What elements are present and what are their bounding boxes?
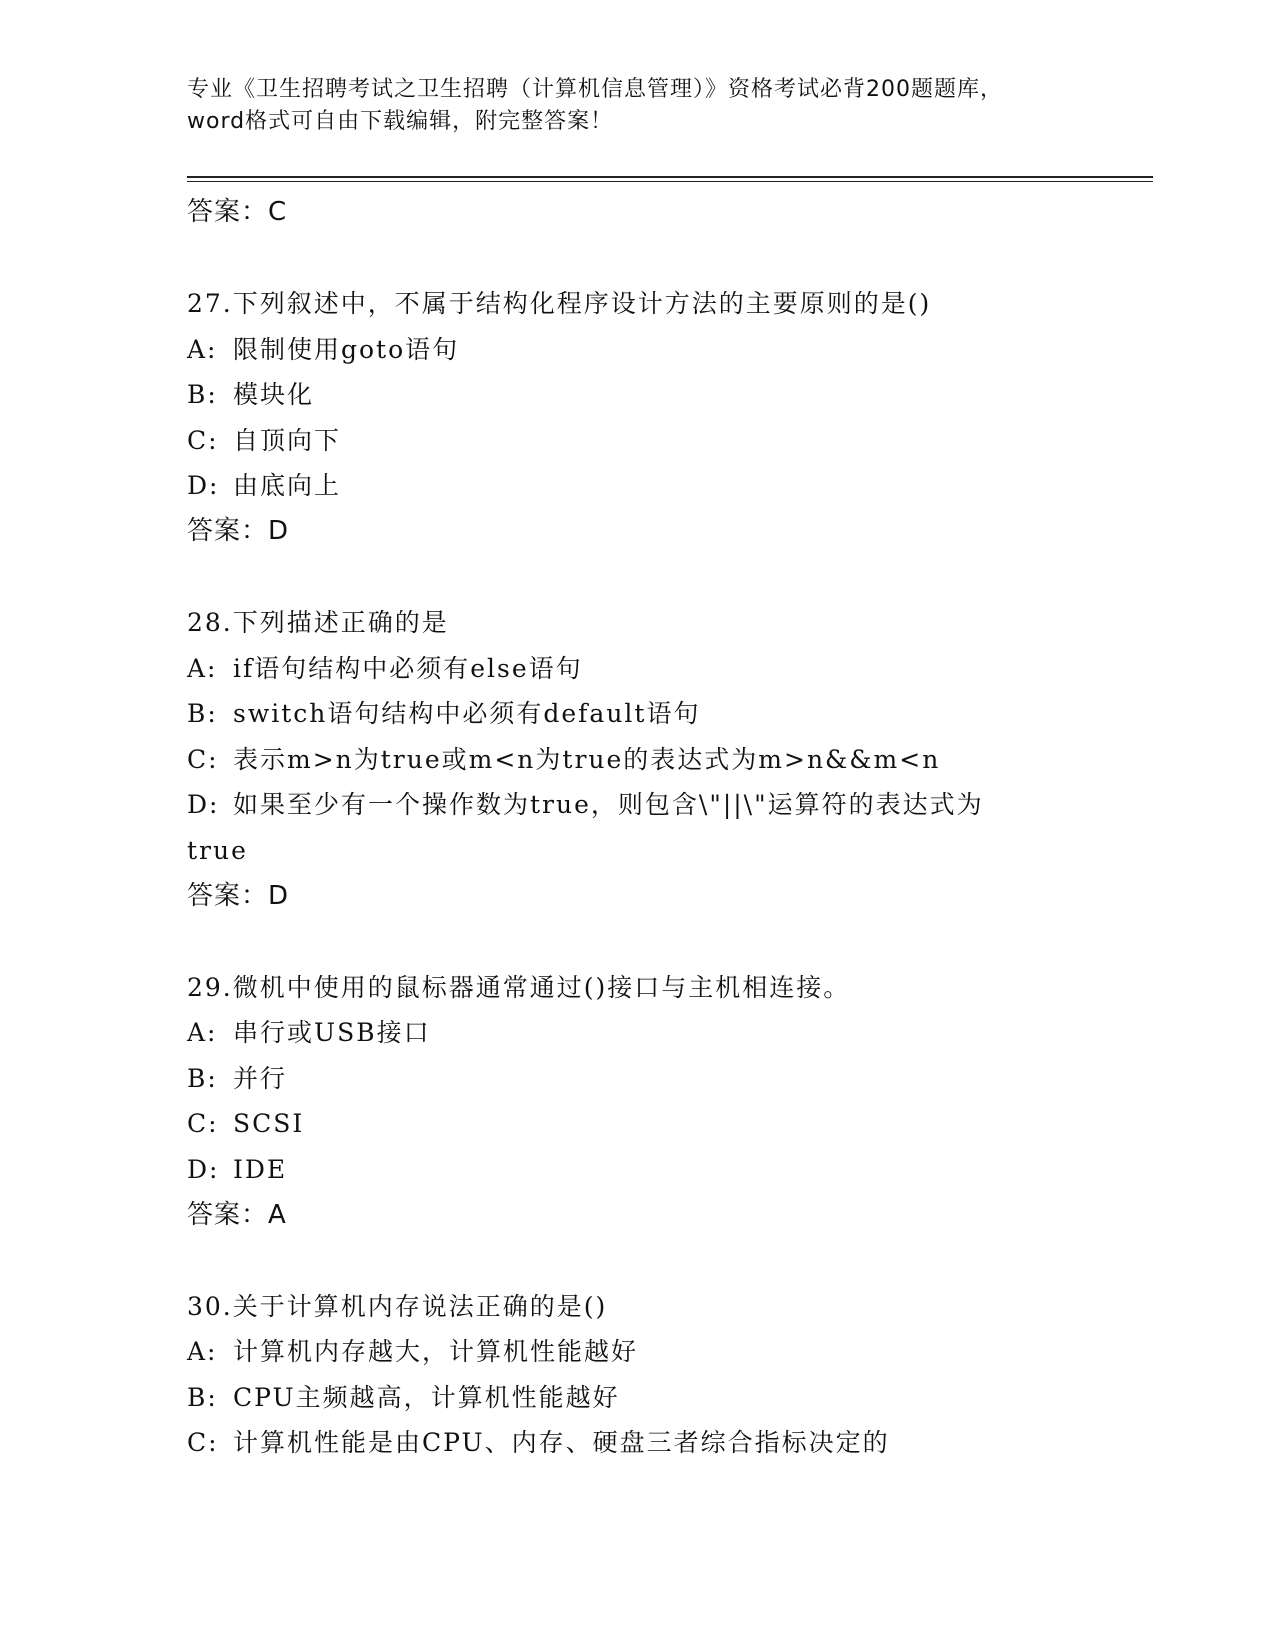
option-label: C: [187,1428,219,1458]
option-b [187,691,1147,737]
header-divider [187,176,1153,178]
option-a [187,1329,1147,1375]
answer-line: 答案：C [187,197,288,227]
option-label: A: [187,334,218,364]
option-a [187,327,1147,373]
option-text: 计算机性能是由CPU、内存、硬盘三者综合指标决定的 [233,1428,890,1458]
option-label: D: [187,471,220,501]
answer-line: 答案：A [187,1199,287,1230]
option-d [187,463,1147,509]
header-title-line-1: 专业《卫生招聘考试之卫生招聘（计算机信息管理）》资格考试必背200题题库， [187,77,1003,102]
option-text: IDE [233,1154,288,1184]
option-label: D: [187,1154,220,1184]
question-block [187,1284,1147,1466]
question-stem: 28.下列描述正确的是 [187,607,449,637]
option-c [187,1420,1147,1466]
document-header [187,74,1087,138]
option-a [187,646,1147,692]
option-text: 限制使用goto语句 [233,334,460,364]
question-stem: 29.微机中使用的鼠标器通常通过()接口与主机相连接。 [187,972,851,1002]
option-label: A: [187,1337,218,1367]
option-b [187,1056,1147,1102]
option-label: A: [187,1018,218,1048]
option-a [187,1010,1147,1056]
option-c [187,737,1147,783]
option-b [187,372,1147,418]
option-d [187,1147,1147,1193]
answer-line: 答案：D [187,515,290,546]
question-block [187,600,1147,919]
spacer [187,1238,1147,1284]
option-label: C: [187,1109,219,1139]
option-text: CPU主频越高，计算机性能越好 [233,1382,620,1412]
header-divider-thin [187,181,1153,182]
option-c [187,1101,1147,1147]
option-label: C: [187,425,219,455]
question-stem: 27.下列叙述中，不属于结构化程序设计方法的主要原则的是() [187,289,932,318]
option-label: A: [187,653,218,683]
question-block [187,281,1147,554]
option-text: 如果至少有一个操作数为true，则包含\"||\"运算符的表达式为 [233,790,984,820]
option-text: 计算机内存越大，计算机性能越好 [233,1337,639,1367]
option-text: 由底向上 [233,471,342,501]
option-c [187,418,1147,464]
option-label: B: [187,1063,218,1093]
option-d [187,782,1147,828]
option-label: C: [187,744,219,774]
option-label: B: [187,380,218,410]
option-text: 表示m>n为true或m<n为true的表达式为m>n&&m<n [233,744,941,774]
answer-line: 答案：D [187,880,290,911]
spacer [187,919,1147,965]
option-text: switch语句结构中必须有default语句 [233,699,701,729]
option-label: B: [187,699,218,729]
option-b [187,1375,1147,1421]
spacer [187,554,1147,600]
option-text: 串行或USB接口 [233,1018,431,1048]
option-label: B: [187,1382,218,1412]
option-text: 并行 [233,1063,288,1093]
option-text: SCSI [233,1109,305,1139]
header-title-line-2: word格式可自由下载编辑，附完整答案！ [187,109,614,134]
question-block [187,965,1147,1238]
option-text: 模块化 [233,380,315,410]
question-stem: 30.关于计算机内存说法正确的是() [187,1291,608,1321]
spacer [187,235,1147,281]
option-label: D: [187,790,220,820]
option-d-continuation: true [187,835,248,865]
option-text: 自顶向下 [233,425,342,455]
option-text: if语句结构中必须有else语句 [233,653,583,683]
question-list [187,190,1147,1466]
